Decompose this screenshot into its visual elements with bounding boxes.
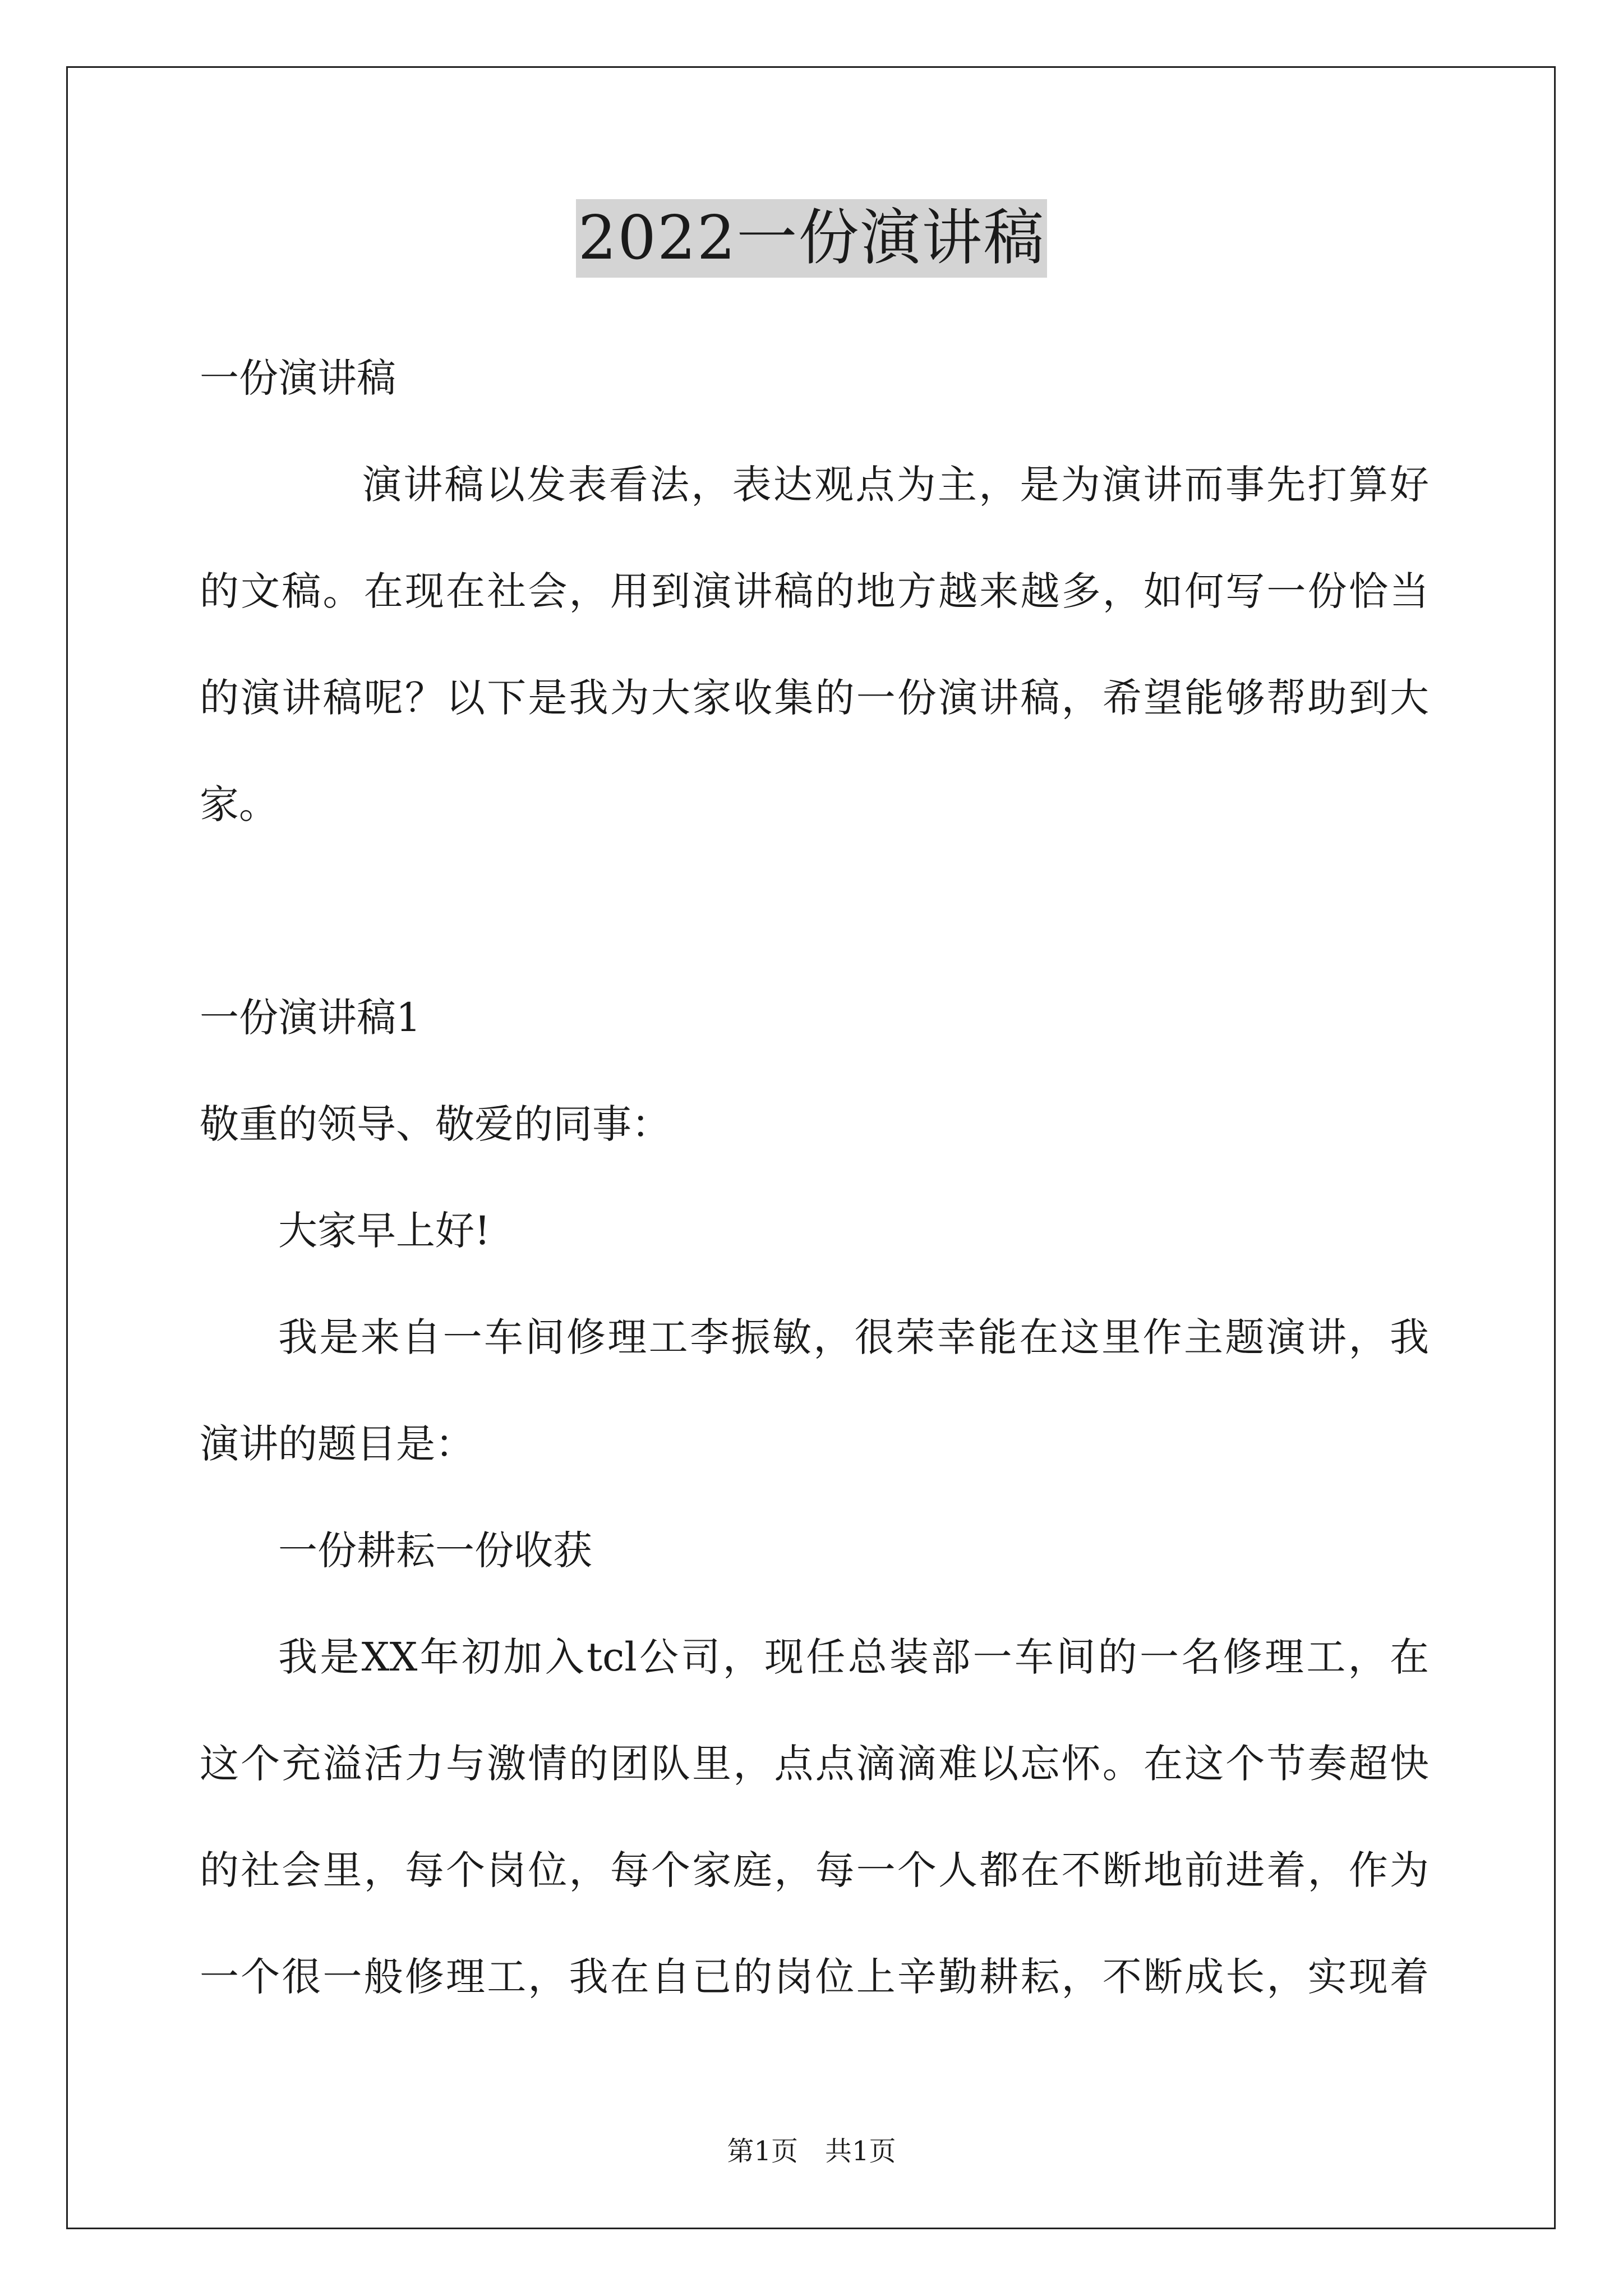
section-heading: 一份演讲稿1	[200, 995, 421, 1041]
blank-line	[200, 878, 1429, 984]
title-container	[0, 199, 1623, 278]
paragraph-line: 一个很一般修理工，我在自已的岗位上辛勤耕耘，不断成长，实现着	[200, 1954, 1429, 2000]
section-heading: 一份演讲稿	[200, 355, 396, 401]
salutation: 敬重的领导、敬爱的同事：	[200, 1101, 671, 1147]
paragraph-line: 家。	[200, 781, 278, 827]
greeting: 大家早上好!	[278, 1208, 491, 1254]
paragraph-line: 我是来自一车间修理工李振敏，很荣幸能在这里作主题演讲，我	[278, 1314, 1429, 1360]
paragraph-line: 的演讲稿呢？以下是我为大家收集的一份演讲稿，希望能够帮助到大	[200, 675, 1429, 721]
paragraph-line: 的文稿。在现在社会，用到演讲稿的地方越来越多，如何写一份恰当	[200, 568, 1429, 614]
paragraph-line: 演讲的题目是：	[200, 1421, 474, 1467]
paragraph-line: 我是XX年初加入tcl公司，现任总装部一车间的一名修理工，在	[278, 1634, 1429, 1680]
document-body	[200, 345, 1429, 2050]
document-title: 2022一份演讲稿	[576, 199, 1048, 278]
paragraph-line: 的社会里，每个岗位，每个家庭，每一个人都在不断地前进着，作为	[200, 1847, 1429, 1893]
speech-topic: 一份耕耘一份收获	[278, 1527, 592, 1573]
paragraph-line: 这个充溢活力与激情的团队里，点点滴滴难以忘怀。在这个节奏超快	[200, 1741, 1429, 1787]
paragraph-line: 演讲稿以发表看法，表达观点为主，是为演讲而事先打算好	[362, 462, 1429, 508]
page-footer: 第1页 共1页	[727, 2136, 896, 2167]
